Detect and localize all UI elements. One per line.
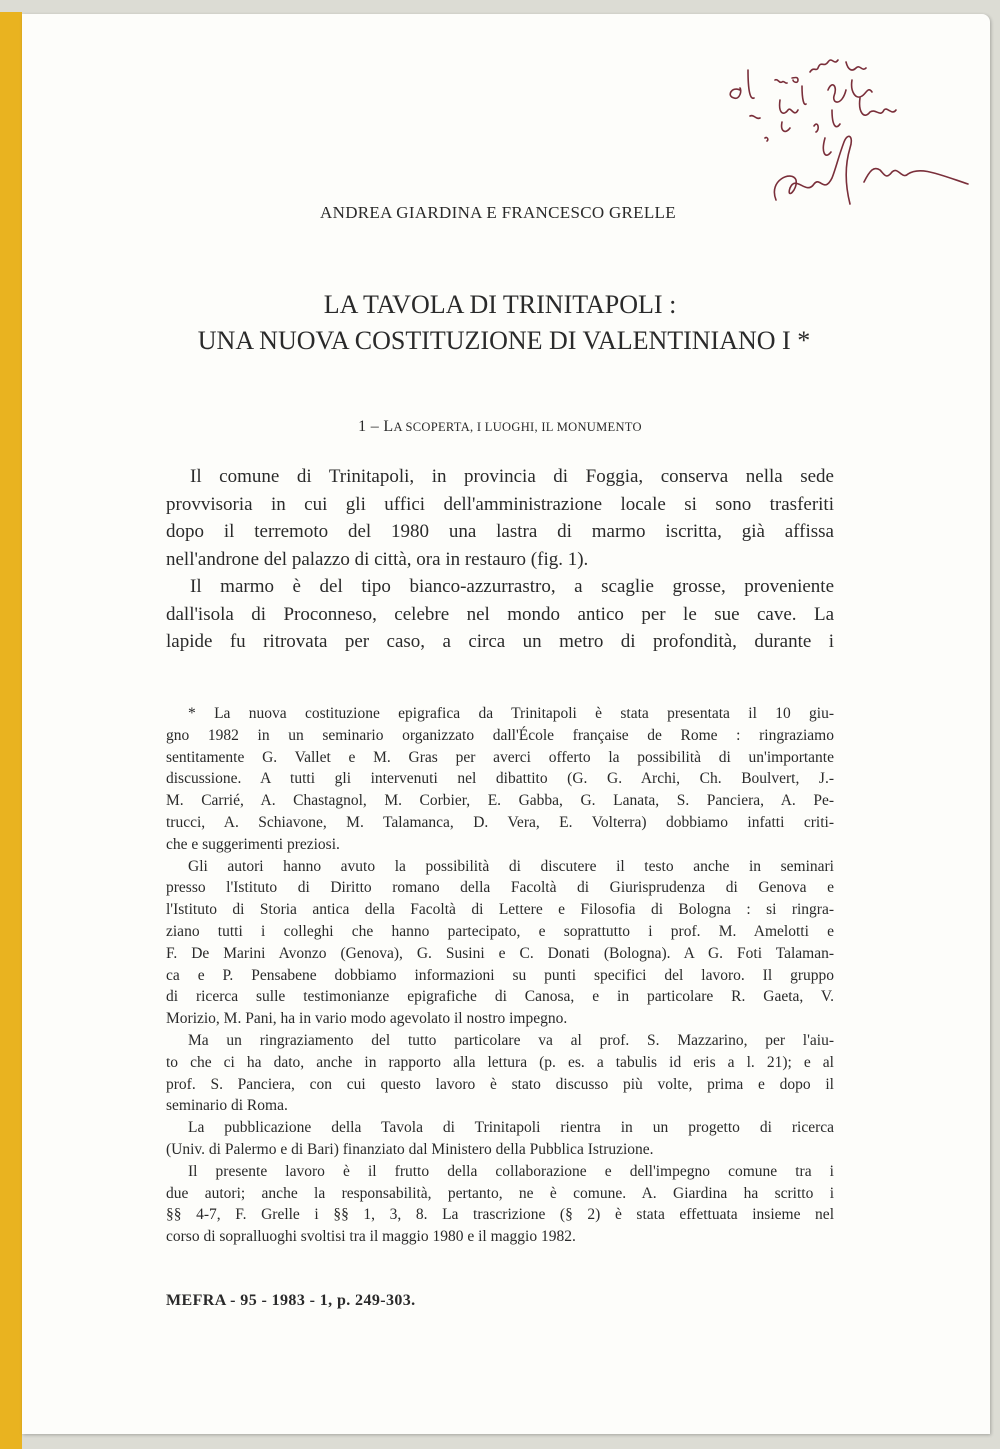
footnote-line: §§ 4-7, F. Grelle i §§ 1, 3, 8. La trascrizione (§ 2) è stata effettuata insieme nel <box>166 1206 834 1224</box>
footnote-line: trucci, A. Schiavone, M. Talamanca, D. Vera, E. Volterra) dobbiamo infatti criti- <box>166 813 834 831</box>
footnote-line: discussione. A tutti gli intervenuti nel dibattito (G. G. Archi, Ch. Boulvert, J.- <box>166 770 834 788</box>
footnote-line: Il presente lavoro è il frutto della collaborazione e dell'impegno comune tra i <box>188 1162 834 1180</box>
footnote-line: di ricerca sulle testimonianze epigrafiche di Canosa, e in particolare R. Gaeta, V. <box>166 988 834 1006</box>
footnote-line: La pubblicazione della Tavola di Trinitapoli rientra in un progetto di ricerca <box>188 1119 834 1137</box>
footnote-line: corso di sopralluoghi svoltisi tra il maggio 1980 e il maggio 1982. <box>166 1228 576 1246</box>
footnote-line: gno 1982 in un seminario organizzato dall'École française de Rome : ringraziamo <box>166 726 834 744</box>
footnote <box>166 703 834 1248</box>
journal-citation: MEFRA - 95 - 1983 - 1, p. 249-303. <box>166 1292 416 1309</box>
footnote-line: Gli autori hanno avuto la possibilità di discutere il testo anche in seminari <box>188 857 834 875</box>
footnote-line: l'Istituto di Storia antica della Facoltà di Lettere e Filosofia di Bologna : si ringra- <box>166 901 834 919</box>
body-line: dall'isola di Proconneso, celebre nel mondo antico per le sue cave. La <box>166 603 834 625</box>
footnote-line: presso l'Istituto di Diritto romano della Facoltà di Giurisprudenza di Genova e <box>166 879 834 897</box>
body-line: Il comune di Trinitapoli, in provincia di Foggia, conserva nella sede <box>190 466 834 487</box>
body-text <box>166 463 834 656</box>
body-line: lapide fu ritrovata per caso, a circa un metro di profondità, durante i <box>166 631 834 652</box>
title-line-1: LA TAVOLA DI TRINITAPOLI : <box>323 290 677 319</box>
section-initial: L <box>383 418 394 435</box>
section-number: 1 – <box>358 418 384 435</box>
footnote-line: che e suggerimenti preziosi. <box>166 835 340 853</box>
body-line: provvisoria in cui gli uffici dell'amministrazione locale si sono trasferiti <box>166 493 834 515</box>
yellow-binding-edge <box>0 12 22 1449</box>
authors: ANDREA GIARDINA E FRANCESCO GRELLE <box>320 203 676 222</box>
footnote-line: sentitamente G. Vallet e M. Gras per averci offerto la possibilità di un'importante <box>166 748 834 766</box>
footnote-line: F. De Marini Avonzo (Genova), G. Susini e C. Donati (Bologna). A G. Foti Talaman- <box>166 944 834 962</box>
footnote-line: due autori; anche la responsabilità, pertanto, ne è comune. A. Giardina ha scritto i <box>166 1184 834 1202</box>
footnote-line: Morizio, M. Pani, ha in vario modo agevolato il nostro impegno. <box>166 1010 568 1028</box>
handwritten-dedication-signature <box>720 50 990 210</box>
body-line: dopo il terremoto del 1980 una lastra di marmo iscritta, già affissa <box>166 521 834 542</box>
section-title: A SCOPERTA, I LUOGHI, IL MONUMENTO <box>393 420 642 434</box>
footnote-line: M. Carrié, A. Chastagnol, M. Corbier, E. Gabba, G. Lanata, S. Panciera, A. Pe- <box>166 792 834 810</box>
section-heading <box>0 418 1000 436</box>
footnote-line: ziano tutti i colleghi che hanno partecipato, e soprattutto i prof. M. Amelotti e <box>166 922 834 940</box>
body-line: nell'androne del palazzo di città, ora in restauro (fig. 1). <box>166 548 589 570</box>
footnote-line: ca e P. Pensabene dobbiamo informazioni su punti specifici del lavoro. Il gruppo <box>166 966 834 984</box>
footnote-line: seminario di Roma. <box>166 1097 288 1115</box>
footnote-line: Ma un ringraziamento del tutto particolare va al prof. S. Mazzarino, per l'aiu- <box>188 1031 834 1049</box>
footnote-line: * La nuova costituzione epigrafica da Trinitapoli è stata presentata il 10 giu- <box>188 705 834 722</box>
footnote-line: to che ci ha dato, anche in rapporto alla lettura (p. es. a tabulis id eris a l. 21); e al <box>166 1053 834 1071</box>
body-line: Il marmo è del tipo bianco-azzurrastro, a scaglie grosse, proveniente <box>190 576 834 597</box>
footnote-line: prof. S. Panciera, con cui questo lavoro è stato discusso più volte, prima e dopo il <box>166 1075 834 1093</box>
footnote-line: (Univ. di Palermo e di Bari) finanziato dal Ministero della Pubblica Istruzione. <box>166 1140 654 1158</box>
title-line-2: UNA NUOVA COSTITUZIONE DI VALENTINIANO I * <box>197 326 811 355</box>
